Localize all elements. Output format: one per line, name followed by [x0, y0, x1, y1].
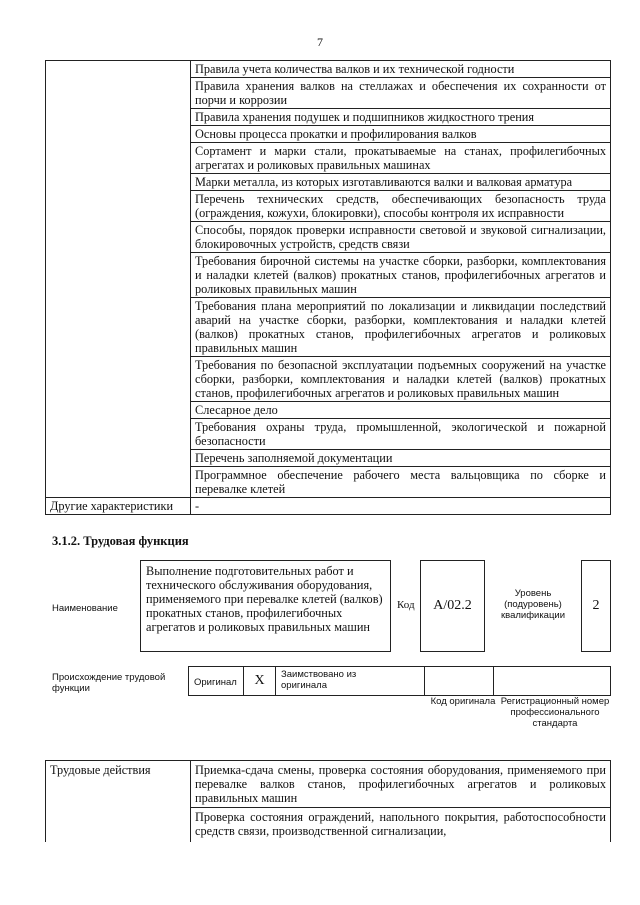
table-row: [46, 61, 611, 78]
table-cell: Правила хранения подушек и подшипников жидкостного трения: [191, 109, 611, 126]
section-title: 3.1.2. Трудовая функция: [52, 534, 189, 548]
function-name-box: Выполнение подготовительных работ и технического обслуживания оборудования, применяемого при перевалке клетей (валков) прокатных станов, профилегибочных агрегатов и роликовых правильных машин: [140, 560, 391, 652]
reg-number-label: Регистрационный номер профессионального стандарта: [500, 696, 610, 729]
labor-actions-label: Трудовые действия: [46, 761, 191, 843]
original-label: Оригинал: [194, 677, 237, 688]
qualification-level-label: Уровень (подуровень) квалификации: [500, 588, 566, 621]
code-original-label: Код оригинала: [430, 696, 496, 707]
borrowed-label: Заимствовано из оригинала: [281, 669, 357, 691]
table-cell: Слесарное дело: [191, 402, 611, 419]
knowledge-table: [45, 60, 611, 515]
code-value: А/02.2: [433, 598, 472, 613]
reg-number-cell: [493, 666, 611, 696]
qualification-level-box: [581, 560, 611, 652]
table-cell: Проверка состояния ограждений, напольного покрытия, работоспособности средств связи, производственной сигнализации,: [191, 808, 611, 843]
table-cell: Требования по безопасной эксплуатации подъемных сооружений на участке сборки, разборки, комплектования и наладки клетей (валков) прокатных станов, профилегибочных агрегатов и роликовых правильных машин: [191, 357, 611, 402]
table-cell: Способы, порядок проверки исправности световой и звуковой сигнализации, блокировочных устройств, средств связи: [191, 222, 611, 253]
table-cell: Марки металла, из которых изготавливаются валки и валковая арматура: [191, 174, 611, 191]
page-number: 7: [317, 35, 323, 49]
table-row: [46, 498, 611, 515]
origin-label: Происхождение трудовой функции: [52, 672, 166, 694]
qualification-level-value: 2: [592, 598, 600, 613]
table-cell: Правила хранения валков на стеллажах и обеспечения их сохранности от порчи и коррозии: [191, 78, 611, 109]
table-cell: Требования бирочной системы на участке сборки, разборки, комплектования и наладки клетей (валков) прокатных станов, профилегибочных агрегатов и роликовых правильных машин: [191, 253, 611, 298]
labor-actions-table: [45, 760, 611, 842]
code-label: Код: [397, 599, 415, 611]
table-cell: Приемка-сдача смены, проверка состояния оборудования, применяемого при перевалке валков станов, профилегибочных агрегатов и роликовых правильных машин: [191, 761, 611, 808]
table-cell: Сортамент и марки стали, прокатываемые на станах, профилегибочных агрегатах и роликовых правильных машинах: [191, 143, 611, 174]
table-cell: Требования охраны труда, промышленной, экологической и пожарной безопасности: [191, 419, 611, 450]
code-value-box: [420, 560, 485, 652]
code-original-cell: [424, 666, 494, 696]
original-label-cell: [188, 666, 244, 696]
other-characteristics-label: Другие характеристики: [46, 498, 191, 515]
borrowed-cell: [275, 666, 425, 696]
table-cell: Программное обеспечение рабочего места вальцовщика по сборке и перевалке клетей: [191, 467, 611, 498]
original-mark: X: [254, 673, 265, 688]
table-row: [46, 761, 611, 808]
knowledge-label-cell: [46, 61, 191, 498]
other-characteristics-value: -: [191, 498, 611, 515]
name-label: Наименование: [52, 603, 118, 614]
table-cell: Требования плана мероприятий по локализации и ликвидации последствий аварий на участке сборки, разборки, комплектования и наладки клетей (валков) прокатных станов, профилегибочных агрегатов и роликовых правильных машин: [191, 298, 611, 357]
table-cell: Правила учета количества валков и их технической годности: [191, 61, 611, 78]
table-cell: Основы процесса прокатки и профилирования валков: [191, 126, 611, 143]
table-cell: Перечень технических средств, обеспечивающих безопасность труда (ограждения, кожухи, блокировки), способы контроля их исправности: [191, 191, 611, 222]
original-mark-cell: [243, 666, 276, 696]
table-cell: Перечень заполняемой документации: [191, 450, 611, 467]
